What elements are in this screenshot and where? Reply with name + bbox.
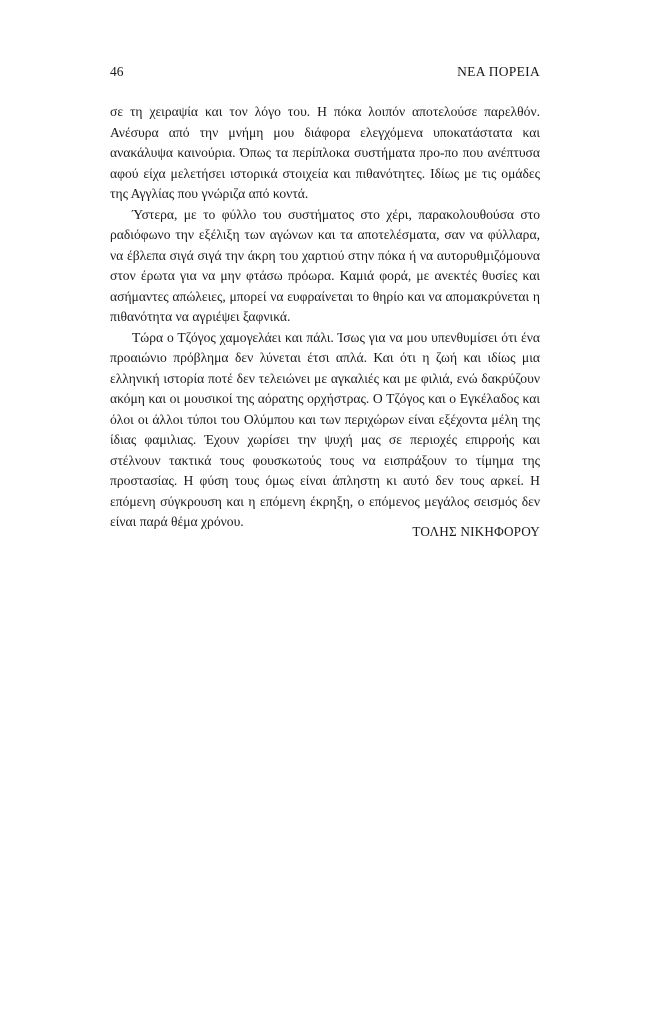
article-body: [110, 102, 540, 533]
paragraph-1: σε τη χειραψία και τον λόγο του. Η πόκα λοιπόν αποτελούσε παρελθόν. Ανέσυρα από την μνήμη μου διάφορα ελεγχόμενα υποκατάστατα και ανακάλυψα καινούρια. Όπως τα περίπλοκα συστήματα προ-πο που ανέπτυσα αφού είχα μελετήσει ιστορικά στοιχεία και πιθανότητες. Ιδίως με τις ομάδες της Αγγλίας που γνώριζα από κοντά.: [110, 104, 540, 201]
author-signature: ΤΟΛΗΣ ΝΙΚΗΦΟΡΟΥ: [412, 524, 540, 539]
paragraph-3: Τώρα ο Τζόγος χαμογελάει και πάλι. Ίσως για να μου υπενθυμίσει ότι ένα προαιώνιο πρόβλημα δεν λύνεται έτσι απλά. Και ότι η ζωή και ιδίως μια ελληνική ιστορία ποτέ δεν τελειώνει με αγκαλιές και με φιλιά, ενώ δακρύζουν ακόμη και οι μουσικοί της αόρατης ορχήστρας. Ο Τζόγος και ο Εγκέλαδος και όλοι οι άλλοι τύποι του Ολύμπου και των περιχώρων είναι εξέχοντα μέλη της ίδιας φαμιλιας. Έχουν χωρίσει την ψυχή μας σε περιοχές επιρροής και στέλνουν τακτικά τους φουσκωτούς τους να εισπράξουν το τίμημα της προστασίας. Η φύση τους όμως είναι άπληστη κι αυτό δεν τους αρκεί. Η επόμενη σύγκρουση και η επόμενη έκρηξη, ο επόμενος μεγάλος σεισμός δεν είναι παρά θέμα χρόνου.: [110, 329, 540, 529]
page-header: [110, 64, 540, 84]
paragraph-2: Ύστερα, με το φύλλο του συστήματος στο χέρι, παρακολουθούσα στο ραδιόφωνο την εξέλιξη των αγώνων και τα αποτελέσματα, σαν να φύλλαρα, να έβλεπα σιγά σιγά την άκρη του χαρτιού στην πόκα ή να αυτορυθμιζόμουνα στον έρωτα για να μην φτάσω πρόωρα. Καμιά φορά, με ανεκτές θυσίες και ασήμαντες απώλειες, μπορεί να ευφραίνεται το θηρίο και να απομακρύνεται η πιθανότητα να αγριέψει ξαφνικά.: [110, 206, 540, 324]
journal-title: ΝΕΑ ΠΟΡΕΙΑ: [457, 64, 540, 79]
page-number: 46: [110, 64, 124, 79]
